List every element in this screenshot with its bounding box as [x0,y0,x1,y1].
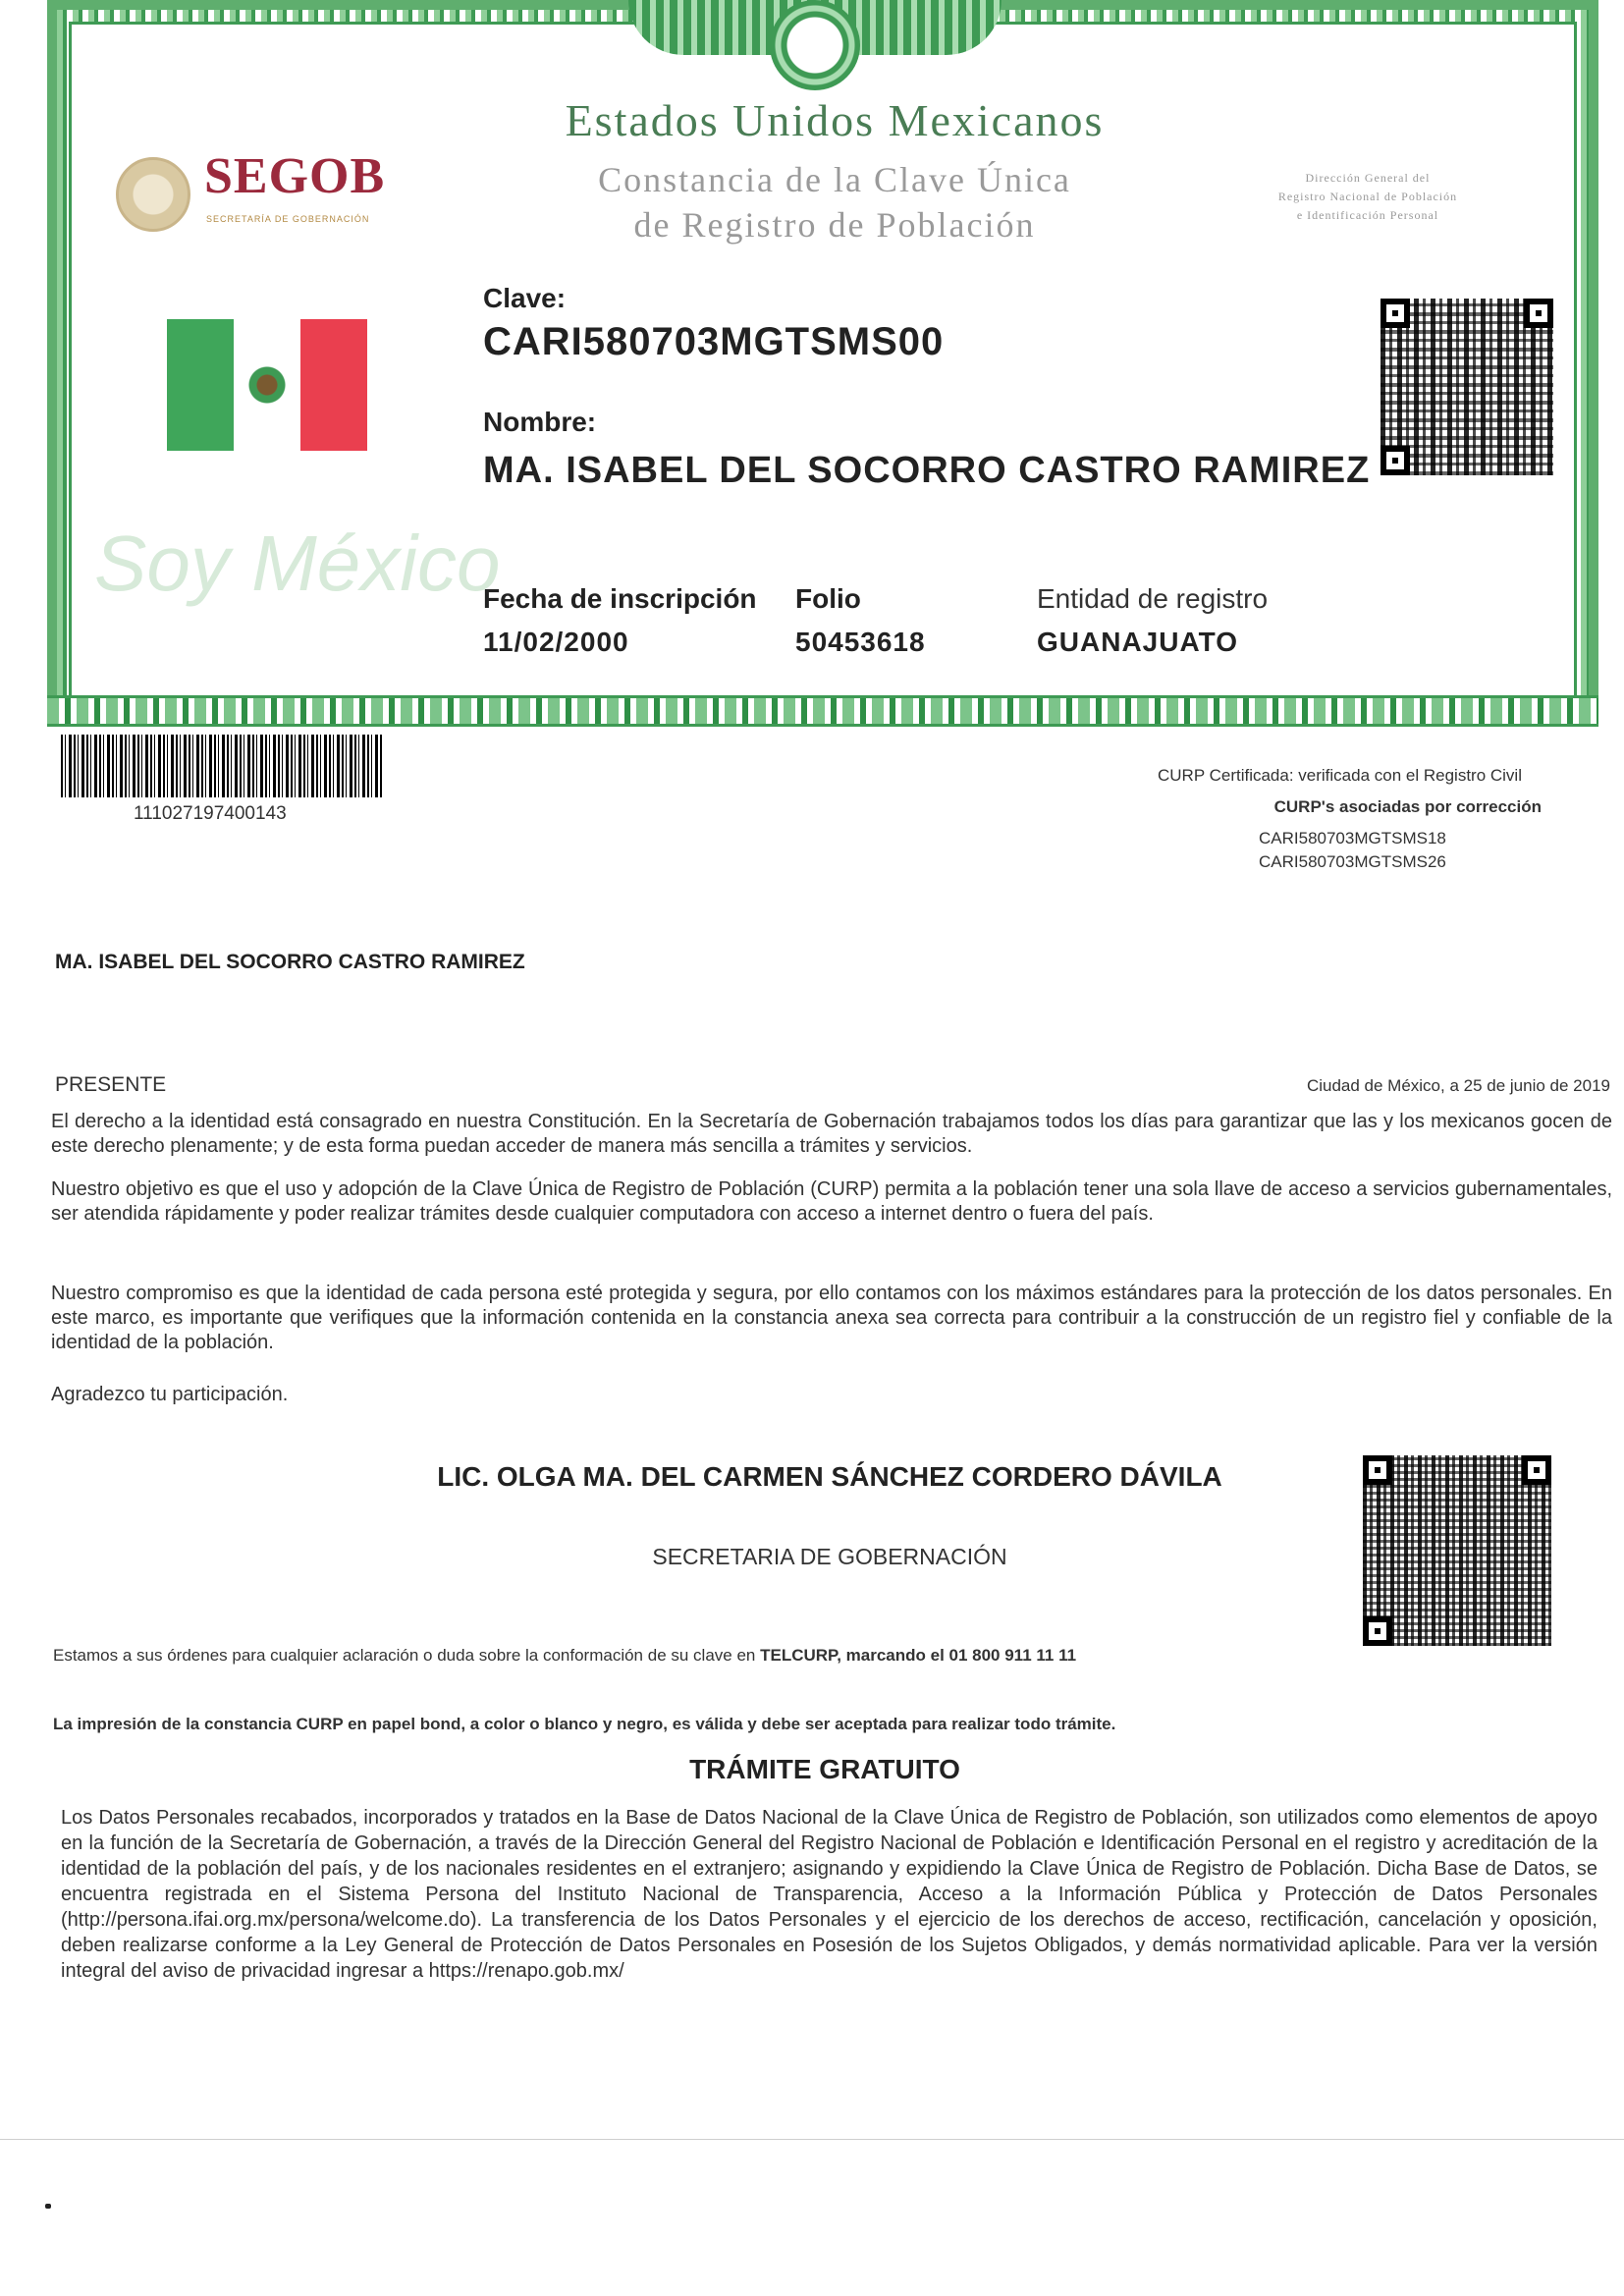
telcurp-phone: TELCURP, marcando el 01 800 911 11 11 [760,1646,1077,1665]
nombre-value: MA. ISABEL DEL SOCORRO CASTRO RAMIREZ [483,450,1371,491]
certificate-bottom-border [47,695,1598,727]
associated-curp-1: CARI580703MGTSMS18 [1259,829,1446,847]
associated-curp-2: CARI580703MGTSMS26 [1259,852,1446,871]
validity-note: La impresión de la constancia CURP en papel bond, a color o blanco y negro, es válida y debe ser aceptada para realizar todo trámite. [53,1715,1116,1733]
clave-value: CARI580703MGTSMS00 [483,320,945,363]
folio-label: Folio [795,583,861,614]
privacy-notice: Los Datos Personales recabados, incorporados y tratados en la Base de Datos Nacional de la Clave Única de Registro de Población, son utilizados como elementos de apoyo en la función de la Secretaría de Gobernación, a través de la Dirección General del Registro Nacional de Población e Identificación Personal en el registro y acreditación de la identidad de la población del país, y de los nacionales residentes en el extranjero; asignando y expidiendo la Clave Única de Registro de Población. Dicha Base de Datos, se encuentra registrada en el Sistema Persona del Instituto Nacional de Transparencia, Acceso a la Información Pública y Protección de Datos Personales (http://persona.ifai.org.mx/persona/welcome.do). La transferencia de los Datos Personales y el ejercicio de los derechos de acceso, rectificación, cancelación y oposición, deben realizarse conforme a la Ley General de Protección de Datos Personales en Posesión de los Sujetos Obligados, y demás normatividad aplicable. Para ver la versión integral del aviso de privacidad ingresar a https://renapo.gob.mx/ [61,1807,1597,1982]
entidad-label: Entidad de registro [1037,583,1269,614]
letter-paragraph-1: El derecho a la identidad está consagrado en nuestra Constitución. En la Secretaría de Gobernación trabajamos todos los días para garantizar que las y los mexicanos gocen de este derecho plenamente; y de esta forma puedan acceder de manera más sencilla a trámites y servicios. [51,1111,1612,1157]
doc-title-line2: de Registro de Población [633,205,1036,245]
scan-speck [45,2204,51,2209]
letter-presente: PRESENTE [55,1073,167,1096]
slogan-watermark: Soy México [94,519,501,607]
clave-label: Clave: [483,283,567,313]
letter-paragraph-2: Nuestro objetivo es que el uso y adopción de la Clave Única de Registro de Población (CURP) permita a la población tener una sola llave de acceso a servicios gubernamentales, ser atendida rápidamente y poder realizar trámites desde cualquier computadora con acceso a internet dentro o fuera del país. [51,1178,1612,1225]
direction-line2: Registro Nacional de Población [1277,190,1458,203]
coat-of-arms-icon [246,365,288,405]
segob-emblem-icon [116,157,190,232]
qr-code-icon [1380,299,1553,475]
signer-title: SECRETARIA DE GOBERNACIÓN [652,1544,1007,1569]
nombre-label: Nombre: [483,407,597,437]
folio-value: 50453618 [795,627,926,657]
barcode-icon [61,735,383,797]
page-divider [0,2139,1624,2140]
contact-text: Estamos a sus órdenes para cualquier aclaración o duda sobre la conformación de su clave en [53,1646,756,1665]
barcode-number: 111027197400143 [134,803,287,824]
letter-place-date: Ciudad de México, a 25 de junio de 2019 [1306,1076,1610,1095]
mexican-flag-icon [167,319,367,451]
segob-subtitle: SECRETARÍA DE GOBERNACIÓN [206,214,370,224]
direction-line3: e Identificación Personal [1296,208,1439,222]
country-title: Estados Unidos Mexicanos [565,95,1105,145]
direction-line1: Dirección General del [1305,171,1431,185]
letter-paragraph-3: Nuestro compromiso es que la identidad de cada persona esté protegida y segura, por ello contamos con los máximos estándares para la protección de los datos personales. En este marco, es importante que verifiques que la información contenida en la constancia anexa sea correcta para contribuir a la construcción de un registro fiel y confiable de la identidad de la población. [51,1283,1612,1353]
direction-block [1206,169,1530,225]
letter-recipient: MA. ISABEL DEL SOCORRO CASTRO RAMIREZ [55,951,525,973]
fecha-label: Fecha de inscripción [483,583,757,614]
national-seal-icon [770,0,860,90]
letter-closing: Agradezco tu participación. [51,1384,289,1405]
entidad-value: GUANAJUATO [1037,627,1238,657]
contact-line [53,1646,1369,1666]
signer-name: LIC. OLGA MA. DEL CARMEN SÁNCHEZ CORDERO DÁVILA [437,1461,1222,1492]
associated-curps-title: CURP's asociadas por corrección [1273,797,1542,816]
segob-logo: SEGOB [204,148,386,204]
signature-qr-code-icon [1363,1455,1551,1646]
curp-certified-text: CURP Certificada: verificada con el Registro Civil [1158,766,1522,785]
doc-title-line1: Constancia de la Clave Única [598,160,1071,199]
fecha-value: 11/02/2000 [483,627,629,657]
free-procedure-title: TRÁMITE GRATUITO [689,1754,960,1784]
